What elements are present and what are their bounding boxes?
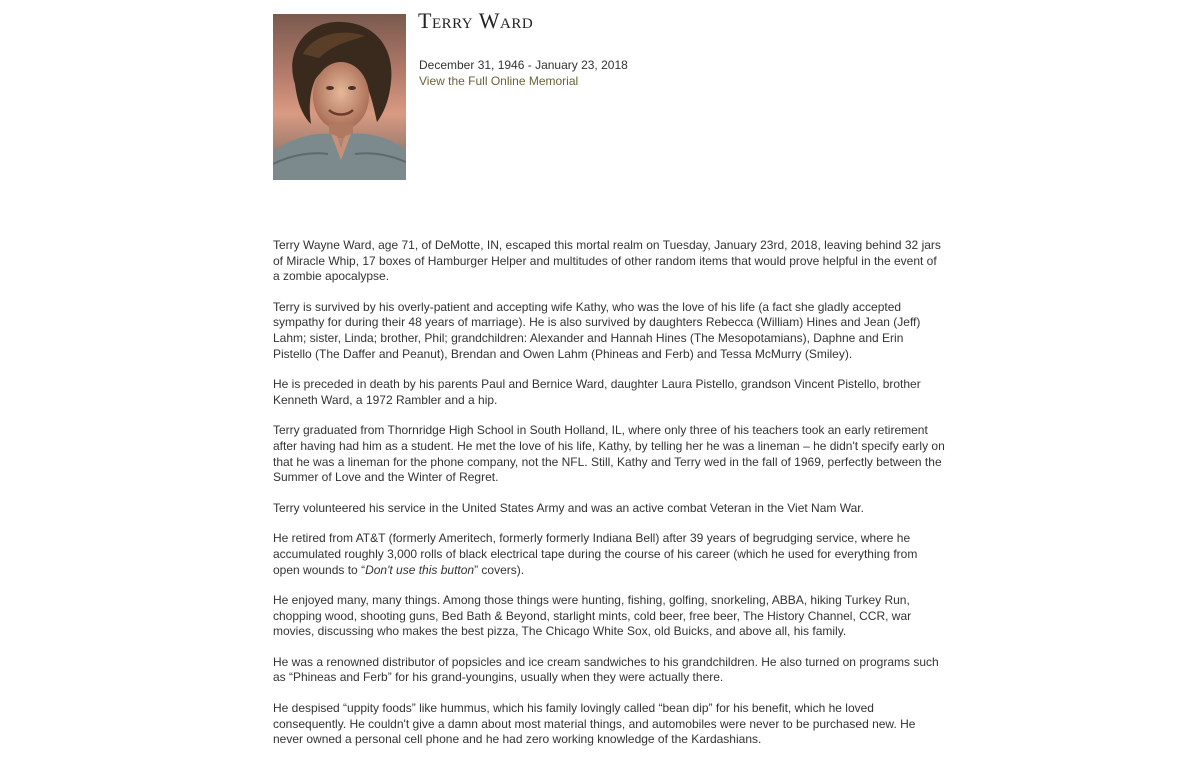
full-memorial-link[interactable]: View the Full Online Memorial xyxy=(419,74,579,88)
deceased-name: Terry Ward xyxy=(418,8,534,33)
obituary-paragraph: Terry volunteered his service in the United States Army and was an active combat Veteran in the Viet Nam War. xyxy=(273,500,864,515)
retirement-italic-quote: Don't use this button xyxy=(365,562,475,577)
obituary-paragraph: Terry graduated from Thornridge High School in South Holland, IL, where only three of his teachers took an early retirement after having had him as a student. He met the love of his life, Kathy, by telling her he was a lineman – he didn't specify early on that he was a lineman for the phone company, not the NFL. Still, Kathy and Terry wed in the fall of 1969, perfectly between the Summer of Love and the Winter of Regret. xyxy=(273,423,945,485)
memorial-header xyxy=(273,8,973,184)
obituary-paragraph: Terry Wayne Ward, age 71, of DeMotte, IN, escaped this mortal realm on Tuesday, January 23rd, 2018, leaving behind 32 jars of Miracle Whip, 17 boxes of Hamburger Helper and multitudes of other random items that would prove helpful in the event of a zombie apocalypse. xyxy=(273,238,941,284)
obituary-paragraph: He despised “uppity foods” like hummus, which his family lovingly called “bean dip” for his benefit, which he loved consequently. He couldn't give a damn about most material things, and automobiles were never to be purchased new. He never owned a personal cell phone and he had zero working knowledge of the Kardashians. xyxy=(273,701,916,747)
obituary-paragraph-retirement xyxy=(273,531,945,578)
life-dates: December 31, 1946 - January 23, 2018 xyxy=(419,58,628,72)
retirement-text-end: ” covers). xyxy=(474,562,525,577)
obituary-paragraph: Terry is survived by his overly-patient and accepting wife Kathy, who was the love of his life (a fact she gladly accepted sympathy for during their 48 years of marriage). He is also survived by daughters Rebecca (William) Hines and Jean (Jeff) Lahm; sister, Linda; brother, Phil; grandchildren: Alexander and Hannah Hines (The Mesopotamians), Daphne and Erin Pistello (The Daffer and Peanut), Brendan and Owen Lahm (Phineas and Ferb) and Tessa McMurry (Smiley). xyxy=(273,299,921,361)
portrait-photo-image xyxy=(273,14,406,180)
retirement-text: He retired from AT&T (formerly Ameritech, formerly formerly Indiana Bell) after 39 years of begrudging service, where he accumulated roughly 3,000 rolls of black electrical tape during the course of his career (which he used for everything from open wounds to “ xyxy=(273,531,918,577)
portrait-photo xyxy=(273,14,406,180)
obituary-paragraph: He is preceded in death by his parents Paul and Bernice Ward, daughter Laura Pistello, grandson Vincent Pistello, brother Kenneth Ward, a 1972 Rambler and a hip. xyxy=(273,377,921,407)
obituary-paragraph: He was a renowned distributor of popsicles and ice cream sandwiches to his grandchildren. He also turned on programs such as “Phineas and Ferb” for his grand-youngins, usually when they were actually there. xyxy=(273,654,939,685)
obituary-paragraph: He enjoyed many, many things. Among those things were hunting, fishing, golfing, snorkeling, ABBA, hiking Turkey Run, chopping wood, shooting guns, Bed Bath & Beyond, starlight mints, cold beer, free beer, The History Channel, CCR, war movies, discussing who makes the best pizza, The Chicago White Sox, old Buicks, and above all, his family. xyxy=(273,593,912,639)
obituary-text xyxy=(273,238,945,763)
